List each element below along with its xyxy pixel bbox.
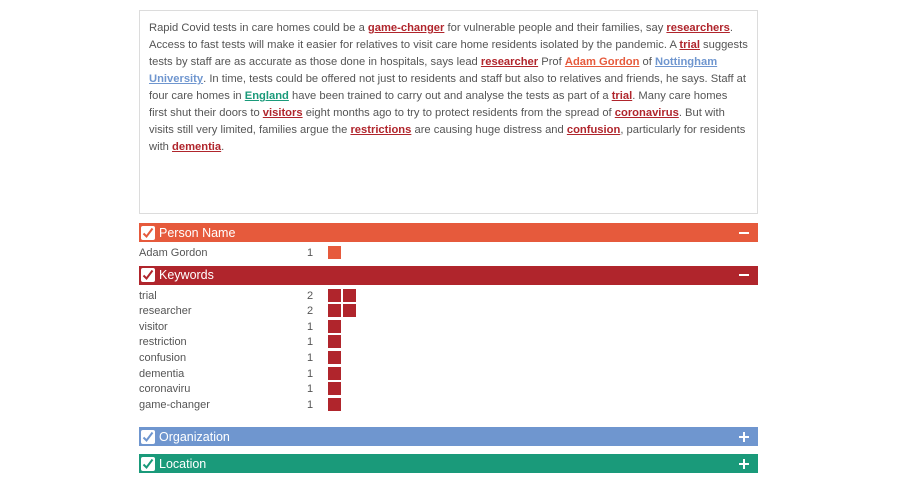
count-bars bbox=[328, 335, 343, 348]
article-text: are causing huge distress and bbox=[411, 124, 567, 136]
article-text: Prof bbox=[538, 56, 565, 68]
section-header-organization[interactable] bbox=[139, 427, 758, 446]
entity-kw-link[interactable]: visitors bbox=[262, 107, 303, 119]
entity-loc-link[interactable]: England bbox=[244, 90, 289, 102]
entity-label: trial bbox=[139, 289, 157, 302]
count-bar bbox=[328, 289, 341, 302]
person-name-list bbox=[139, 242, 758, 266]
entity-label: confusion bbox=[139, 351, 187, 364]
count-bars bbox=[328, 304, 358, 317]
section-title: Person Name bbox=[159, 225, 236, 240]
checkbox-icon[interactable] bbox=[141, 430, 155, 444]
article-text: , particularly for residents with bbox=[149, 124, 746, 153]
entity-count: 1 bbox=[307, 320, 314, 333]
entity-kw-link[interactable]: coronavirus bbox=[614, 107, 679, 119]
entity-panel bbox=[139, 10, 758, 473]
entity-kw-link[interactable]: trial bbox=[679, 39, 700, 51]
count-bars bbox=[328, 351, 343, 364]
article-text: . Access to fast tests will make it easier for relatives to visit care home residents isolated by the pandemic. A bbox=[149, 22, 733, 51]
count-bars bbox=[328, 398, 343, 411]
entity-count: 1 bbox=[307, 367, 314, 380]
article-text: . bbox=[221, 141, 225, 153]
article-text-box bbox=[139, 10, 758, 214]
count-bars bbox=[328, 382, 343, 395]
article-text: eight months ago to try to protect residents from the spread of bbox=[302, 107, 615, 119]
entity-kw-link[interactable]: researchers bbox=[666, 22, 730, 34]
article-text: . In time, tests could be offered not just to residents and staff but also to relatives and friends, he says. Staff at four care homes in bbox=[149, 73, 747, 102]
count-bar bbox=[328, 382, 341, 395]
count-bar bbox=[328, 398, 341, 411]
section-title: Location bbox=[159, 456, 207, 471]
entity-kw-link[interactable]: trial bbox=[611, 90, 633, 102]
entity-person-link[interactable]: Adam Gordon bbox=[564, 56, 640, 68]
count-bar bbox=[328, 320, 341, 333]
article-text: . Many care homes first shut their doors to bbox=[149, 90, 728, 119]
entity-org-link[interactable]: Nottingham University bbox=[149, 56, 718, 85]
entity-row[interactable] bbox=[139, 304, 758, 320]
count-bar bbox=[328, 304, 341, 317]
entity-label: game-changer bbox=[139, 398, 210, 411]
article-text: of bbox=[639, 56, 655, 68]
entity-row[interactable] bbox=[139, 335, 758, 351]
count-bar bbox=[343, 289, 356, 302]
entity-row[interactable] bbox=[139, 320, 758, 336]
section-header-keywords[interactable] bbox=[139, 266, 758, 285]
count-bar bbox=[328, 335, 341, 348]
article-text: Rapid Covid tests in care homes could be a bbox=[149, 22, 368, 34]
checkbox-icon[interactable] bbox=[141, 268, 155, 282]
entity-label: researcher bbox=[139, 305, 192, 318]
entity-kw-link[interactable]: dementia bbox=[172, 141, 222, 153]
article-text: have been trained to carry out and analyse the tests as part of a bbox=[288, 90, 612, 102]
count-bars bbox=[328, 246, 343, 259]
article-text: for vulnerable people and their families, say bbox=[444, 22, 667, 34]
count-bar bbox=[328, 367, 341, 380]
section-title: Keywords bbox=[159, 268, 214, 283]
collapse-icon[interactable] bbox=[738, 266, 750, 285]
entity-count: 2 bbox=[307, 289, 314, 302]
section-title: Organization bbox=[159, 429, 230, 444]
entity-row[interactable] bbox=[139, 398, 758, 414]
entity-count: 2 bbox=[307, 305, 314, 318]
entity-kw-link[interactable]: game-changer bbox=[367, 22, 445, 34]
count-bar bbox=[328, 246, 341, 259]
section-header-person-name[interactable] bbox=[139, 223, 758, 242]
entity-row[interactable] bbox=[139, 351, 758, 367]
entity-count: 1 bbox=[307, 351, 314, 364]
count-bars bbox=[328, 289, 358, 302]
article-text: . But with visits still very limited, families argue the bbox=[149, 107, 725, 136]
keywords-list bbox=[139, 285, 758, 418]
count-bars bbox=[328, 320, 343, 333]
count-bar bbox=[343, 304, 356, 317]
entity-count: 1 bbox=[307, 336, 314, 349]
article-text: suggests tests by staff are as accurate as those done in hospitals, says lead bbox=[149, 39, 748, 68]
entity-kw-link[interactable]: restrictions bbox=[350, 124, 412, 136]
entity-row[interactable] bbox=[139, 367, 758, 383]
entity-row[interactable] bbox=[139, 382, 758, 398]
entity-label: Adam Gordon bbox=[139, 247, 208, 259]
checkbox-icon[interactable] bbox=[141, 226, 155, 240]
checkbox-icon[interactable] bbox=[141, 457, 155, 471]
expand-icon[interactable] bbox=[738, 427, 750, 446]
entity-label: visitor bbox=[139, 320, 168, 333]
section-header-location[interactable] bbox=[139, 454, 758, 473]
collapse-icon[interactable] bbox=[738, 223, 750, 242]
entity-kw-link[interactable]: confusion bbox=[566, 124, 621, 136]
entity-count: 1 bbox=[307, 398, 314, 411]
count-bar bbox=[328, 351, 341, 364]
entity-label: coronaviru bbox=[139, 383, 191, 396]
count-bars bbox=[328, 367, 343, 380]
entity-count: 1 bbox=[307, 247, 314, 259]
entity-label: dementia bbox=[139, 367, 185, 380]
entity-count: 1 bbox=[307, 383, 314, 396]
entity-row[interactable] bbox=[139, 246, 758, 262]
entity-kw-link[interactable]: researcher bbox=[480, 56, 539, 68]
entity-label: restriction bbox=[139, 336, 187, 349]
entity-row[interactable] bbox=[139, 289, 758, 305]
expand-icon[interactable] bbox=[738, 454, 750, 473]
